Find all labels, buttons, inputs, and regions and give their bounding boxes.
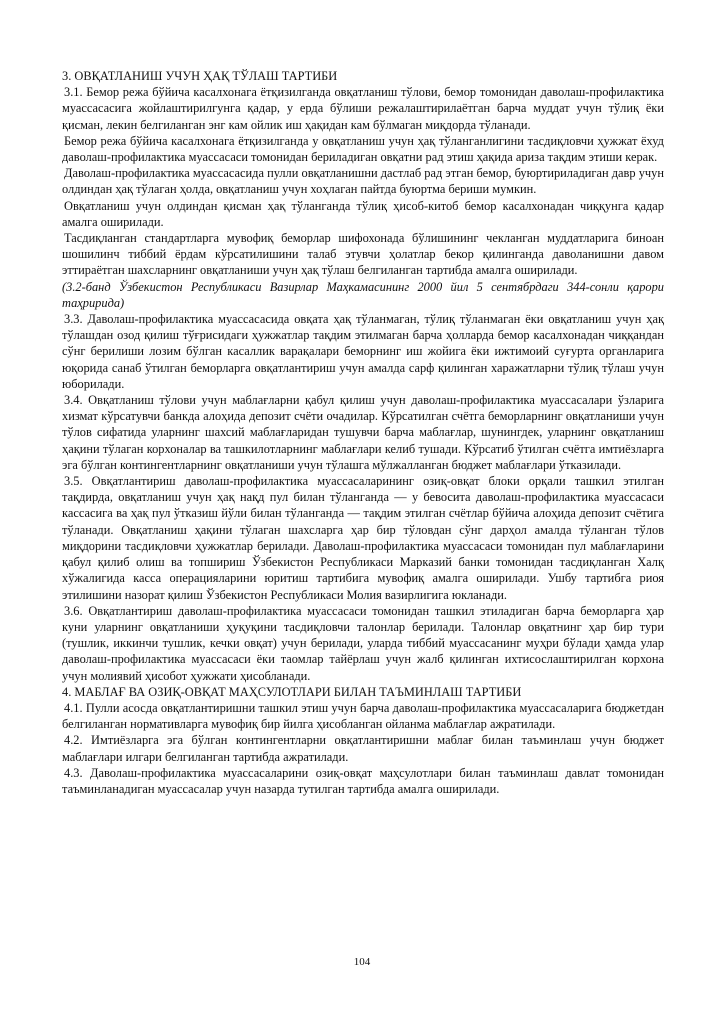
section-4-title: 4. МАБЛАҒ ВА ОЗИҚ-ОВҚАТ МАҲСУЛОТЛАРИ БИЛАН ТАЪМИНЛАШ ТАРТИБИ (62, 684, 522, 699)
paragraph-4-2: 4.2. Имтиёзларга эга бўлган контингентларни овқатлантиришни маблағ билан таъминлаш учун бюджет маблағлари илгари белгиланган тартибда ажратилади. (62, 733, 664, 764)
paragraph-3-4: 3.4. Овқатланиш тўлови учун маблағларни қабул қилиш учун даволаш-профилактика муассасалари ўзларига хизмат кўрсатувчи банкда алоҳида депозит счёти очадилар. Кўрсатилган счётга беморларнинг овқатланиши учун тўлов сифатида уларнинг шахсий маблағларидан тушувчи барча маблағлар, шунингдек, уларнинг овқатланиш ҳақини тўлаган корхоналар ва ташкилотларнинг маблағлари келиб тушади. Кўрсатиб ўтилган счётга имтиёзларга эга бўлган контингентларнинг овқатланиши учун тўлашга мўлжалланган бюджет маблағлари ўтказилади. (62, 393, 664, 472)
paragraph-4-3: 4.3. Даволаш-профилактика муассасаларини озиқ-овқат маҳсулотлари билан таъминлаш давлат томонидан таъминланадиган муассасалар учун назарда тутилган тартибда амалга оширилади. (62, 765, 664, 796)
paragraph-3-1c: Даволаш-профилактика муассасасида пулли овқатланишни дастлаб рад этган бемор, буюртириладиган давр учун олдиндан ҳақ тўлаган ҳолда, овқатланиш учун хоҳлаган пайтда буюртма бериши мумкин. (62, 166, 664, 197)
paragraph-3-1: 3.1. Бемор режа бўйича касалхонага ётқизилганда овқатланиш тўлови, бемор томонидан даволаш-профилактика муассасасига жойлаштирилгунга қадар, у ерда бўлиши режалаштирилаётган барча муддат учун тўлиқ ёки қисман, лекин белгиланган энг кам ойлик иш ҳақидан кам бўлмаган миқдорда тўланади. (62, 85, 664, 132)
note-3-2: (3.2-банд Ўзбекистон Республикаси Вазирлар Маҳкамасининг 2000 йил 5 сентябрдаги 344-сонли қарори таҳририда) (62, 279, 664, 310)
paragraph-4-1: 4.1. Пулли асосда овқатлантиришни ташкил этиш учун барча даволаш-профилактика муассасаларига бюджетдан белгиланган нормативларга мувофиқ бир йилга ҳисобланган ойланма маблағлар ажратилади. (62, 700, 664, 732)
paragraph-3-1e: Тасдиқланган стандартларга мувофиқ беморлар шифохонада бўлишининг чекланган муддатларига биноан шошилинч тиббий ёрдам кўрсатилишини талаб этувчи ҳолатлар бекор қилинганда даволанишни давом эттираётган шахсларнинг овқатланиши учун ҳақ тўлаш белгиланган тартибда амалга оширилади. (62, 231, 664, 278)
paragraph-3-5: 3.5. Овқатлантириш даволаш-профилактика муассасаларининг озиқ-овқат блоки орқали ташкил этилган тақдирда, овқатланиш учун ҳақ нақд пул билан тўланганда — у бевосита даволаш-профилактика муассасаси кассасига ва ҳақ пул ўтказиш йўли билан тўланганда — тақдим этилган счётлар бўйича алоҳида депозит счётига тўланади. Овқатланиш ҳақини тўлаган шахсларга ҳар бир тўловдан сўнг дарҳол амалда тўланган тўлов миқдорини тасдиқловчи ҳужжатлар берилади. Даволаш-профилактика муассасаси томонидан пул маблағларини қабул қилиб олиш ва топшириш Ўзбекистон Республикаси Марказий банки томонидан тасдиқланган Халқ хўжалигида касса операцияларини юритиш тартибига мувофиқ амалга оширилади. Ушбу тартибга риоя этилишини назорат қилиш Ўзбекистон Республикаси Молия вазирлигига юкланади. (62, 474, 664, 602)
section-3-title: 3. ОВҚАТЛАНИШ УЧУН ҲАҚ ТЎЛАШ ТАРТИБИ (62, 69, 338, 83)
paragraph-3-1b: Бемор режа бўйича касалхонага ётқизилганда у овқатланиш учун ҳақ тўланганлигини тасдиқловчи ҳужжат ёхуд даволаш-профилактика муассасаси томонидан бериладиган овқатни рад этиш ҳақида ариза тақдим этиши керак. (62, 133, 664, 165)
paragraph-3-3: 3.3. Даволаш-профилактика муассасасида овқата ҳақ тўланмаган, тўлиқ тўланмаган ёки овқатланиш учун ҳақ тўлашдан озод қилиш тўғрисидаги ҳужжатлар тақдим этилмаган барча ҳолларда бемор касалхонадан чиққандан сўнг берилиши лозим бўлган касаллик варақалари беморнинг иш жойига ёки ижтимоий суғурта органларига юқорида санаб ўтилган беморларга овқатлантириш учун амалда сарф қилинган харажатларни тўлиқ тўлаш учун юборилади. (62, 312, 664, 391)
paragraph-3-1d: Овқатланиш учун олдиндан қисман ҳақ тўланганда тўлиқ ҳисоб-китоб бемор касалхонадан чиққунга қадар амалга оширилади. (62, 198, 664, 229)
paragraph-3-6: 3.6. Овқатлантириш даволаш-профилактика муассасаси томонидан ташкил этиладиган барча беморларга ҳар куни уларнинг овқатланиши ҳуқуқини тасдиқловчи талонлар берилади. Талонлар овқатнинг ҳар бир тури (тушлик, иккинчи тушлик, кечки овқат) учун берилади, уларда тиббий муассасанинг муҳри бўлади ҳамда улар даволаш-профилактика муассасаси ёки таомлар тайёрлаш учун жалб қилинган ихтисослаштирилган корхона учун молиявий ҳисобот ҳужжати ҳисобланади. (62, 603, 664, 683)
page-number: 104 (353, 956, 371, 968)
document-page (62, 68, 664, 797)
